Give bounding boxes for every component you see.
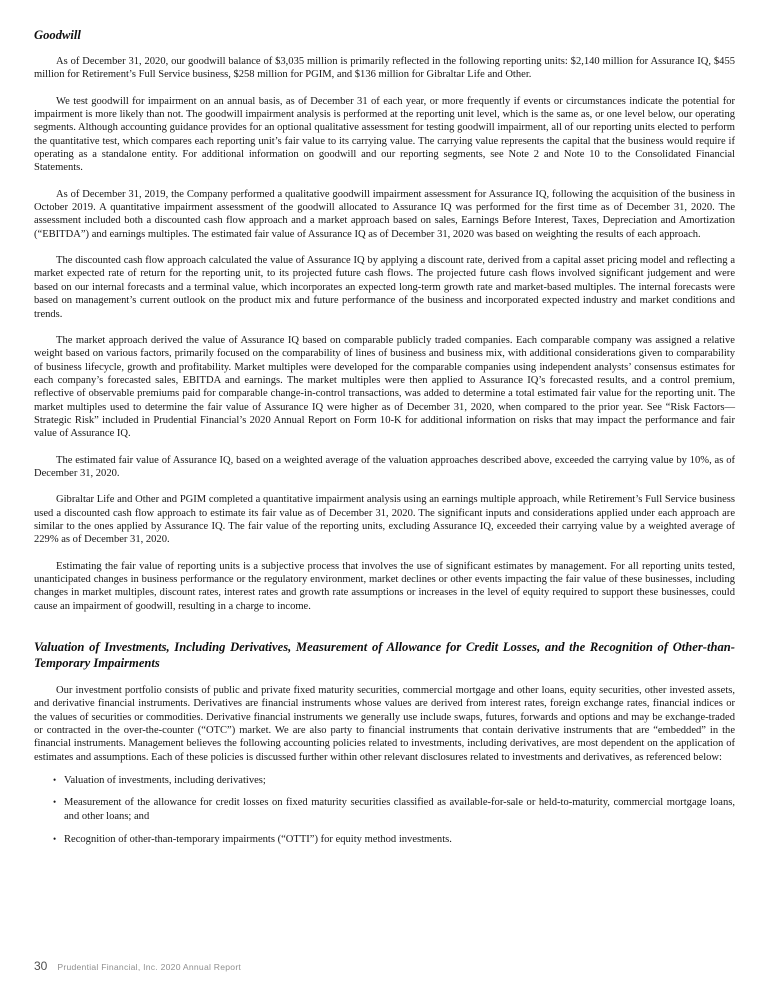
report-title: Prudential Financial, Inc. 2020 Annual Report	[57, 962, 242, 972]
bullet-item-text: Recognition of other-than-temporary impairments (“OTTI”) for equity method investments.	[64, 833, 452, 845]
goodwill-paragraph-6: The estimated fair value of Assurance IQ, based on a weighted average of the valuation approaches described above, exceeded the carrying value by 10%, as of December 31, 2020.	[34, 454, 735, 479]
goodwill-paragraph-1: As of December 31, 2020, our goodwill balance of $3,035 million is primarily reflected in the following reporting units: $2,140 million for Assurance IQ, $455 million for Retirement’s Full Service business, $258 million for PGIM, and $136 million for Gibraltar Life and Other.	[34, 56, 735, 81]
list-item	[34, 833, 735, 846]
goodwill-paragraph-8: Estimating the fair value of reporting units is a subjective process that involves the use of significant estimates by management. For all reporting units tested, unanticipated changes in business performance or the regulatory environment, market declines or other events impacting the fair value of these businesses, including changes in market multiples, discount rates, interest rates and growth rate assumptions or increases in the level of equity required to support these businesses, could cause an impairment of goodwill, resulting in a charge to income.	[34, 560, 735, 612]
goodwill-paragraph-2: We test goodwill for impairment on an annual basis, as of December 31 of each year, or more frequently if events or circumstances indicate the potential for impairment is more likely than not. The goodwill impairment analysis is performed at the reporting unit level, which is the same as, or one level below, our operating segments. Although accounting guidance provides for an optional qualitative assessment for testing goodwill impairment, all of our reporting units elected to perform the quantitative test, which compares each reporting unit’s fair value to its carrying value. The carrying value represents the capital that the business would require if operating as a standalone entity. For additional information on goodwill and our reporting segments, see Note 2 and Note 10 to the Consolidated Financial Statements.	[34, 95, 735, 174]
page-footer	[34, 959, 241, 973]
valuation-intro-paragraph: Our investment portfolio consists of public and private fixed maturity securities, commercial mortgage and other loans, equity securities, other invested assets, and derivative financial instruments. Derivatives are financial instruments whose values are derived from interest rates, foreign exchange rates, financial indices or the values of securities or commodities. Derivative financial instruments we generally use include swaps, futures, forwards and options and may be exchange-traded or contracted in the over-the-counter (“OTC”) market. We are also party to financial instruments that contain derivative instruments that are “embedded” in the financial instruments. Management believes the following accounting policies related to investments, including derivatives, are most dependent on the application of estimates and assumptions. Each of these policies is discussed further within other relevant disclosures related to investments and derivatives, as referenced below:	[34, 685, 735, 763]
section-heading-goodwill: Goodwill	[34, 28, 81, 42]
bullet-icon: •	[53, 833, 57, 844]
bullet-icon: •	[53, 774, 57, 785]
bullet-icon: •	[53, 797, 57, 808]
goodwill-paragraph-7: Gibraltar Life and Other and PGIM completed a quantitative impairment analysis using an earnings multiple approach, while Retirement’s Full Service business used a discounted cash flow approach to estimate its fair value as of December 31, 2020. The significant inputs and considerations applied under each approach are similar to the ones applied by Assurance IQ. The fair value of the reporting units, excluding Assurance IQ, exceeded their carrying value by a weighted average of 229% as of December 31, 2020.	[34, 494, 735, 546]
bullet-item-text: Measurement of the allowance for credit losses on fixed maturity securities classified as available-for-sale or held-to-maturity, commercial mortgage loans, and other loans; and	[64, 797, 735, 822]
goodwill-paragraph-4: The discounted cash flow approach calculated the value of Assurance IQ by applying a discount rate, derived from a capital asset pricing model and reflecting a market expected rate of return for the reporting unit, to its projected future cash flows. The projected future cash flows involved significant judgement and were based on our internal forecasts and a terminal value, which incorporates an expected long-term growth rate and market-based multiples. The internal forecasts were based on management’s current outlook on the product mix and future performance of the business and incorporated expected industry and market conditions and trends.	[34, 255, 735, 320]
goodwill-paragraph-3: As of December 31, 2019, the Company performed a qualitative goodwill impairment assessment for Assurance IQ, following the acquisition of the business in October 2019. A quantitative impairment assessment of the goodwill allocated to Assurance IQ was performed for the first time as of December 31, 2020. The assessment included both a discounted cash flow approach and a market approach based on sales, Earnings Before Interest, Taxes, Depreciation and Amortization (“EBITDA”) and earnings multiples. The estimated fair value of Assurance IQ as of December 31, 2020 was based on weighting the results of each approach.	[34, 188, 735, 240]
list-item	[34, 796, 735, 823]
goodwill-paragraph-5: The market approach derived the value of Assurance IQ based on comparable publicly traded companies. Each comparable company was assigned a relative weight based on various factors, primarily focused on the comparability of lines of business and business mix, with additional considerations given to comparability of business lifecycle, growth and profitability. Market multiples were developed for the comparable companies using independent analysts’ consensus estimates for each company’s forecasted sales, EBITDA and earnings. The market multiples were then applied to Assurance IQ’s forecasted results, and a control premium, reflective of observable premiums paid for comparable change-in-control transactions, was added to determine a total estimated fair value for the reporting unit. The market multiples used to determine the fair value of Assurance IQ were higher as of December 31, 2020, when compared to the prior year. See “Risk Factors—Strategic Risk” included in Prudential Financial’s 2020 Annual Report on Form 10-K for additional information on risks that may impact the performance and fair value of Assurance IQ.	[34, 334, 735, 440]
page-number: 30	[34, 959, 48, 973]
list-item	[34, 774, 735, 787]
section-heading-valuation: Valuation of Investments, Including Derivatives, Measurement of Allowance for Credit Losses, and the Recognition of Other-than-Temporary Impairments	[34, 640, 735, 671]
bullet-item-text: Valuation of investments, including derivatives;	[64, 774, 266, 786]
valuation-bullet-list	[34, 774, 735, 846]
